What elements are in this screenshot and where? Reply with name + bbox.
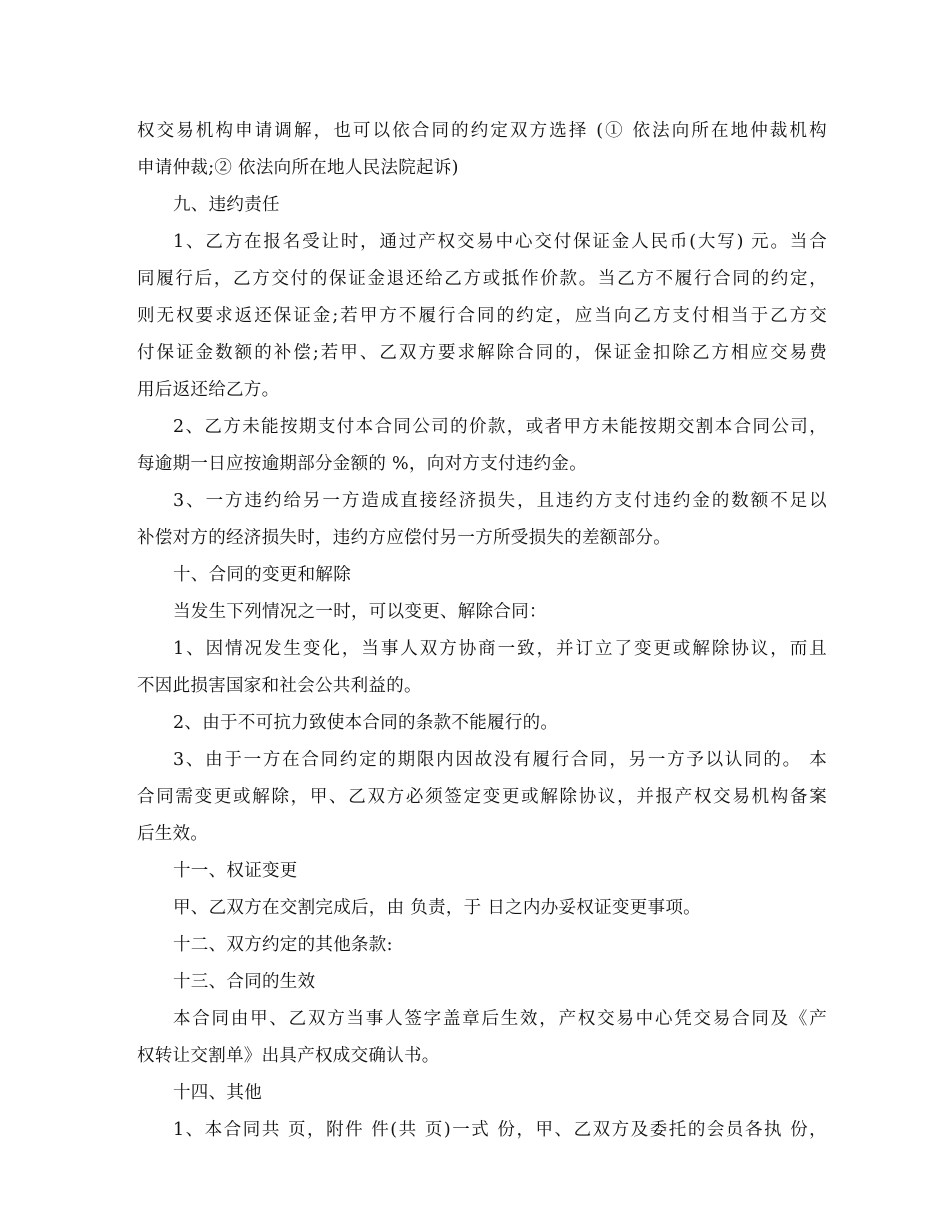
- text-line: 1、因情况发生变化，当事人双方协商一致，并订立了变更或解除协议，而且: [173, 639, 827, 659]
- text-line: 申请仲裁;② 依法向所在地人民法院起诉): [137, 158, 459, 178]
- text-line: 后生效。: [137, 824, 209, 844]
- text-line: 2、由于不可抗力致使本合同的条款不能履行的。: [173, 713, 559, 733]
- text-line: 1、本合同共 页，附件 件(共 页)一式 份，甲、乙双方及委托的会员各执 份，: [173, 1120, 827, 1140]
- text-line: 当发生下列情况之一时，可以变更、解除合同：: [173, 602, 547, 622]
- text-line: 十二、双方约定的其他条款:: [173, 935, 393, 955]
- text-line: 合同需变更或解除，甲、乙双方必须签定变更或解除协议，并报产权交易机构备案: [137, 787, 827, 807]
- text-line: 权转让交割单》出具产权成交确认书。: [137, 1046, 440, 1066]
- text-line: 则无权要求返还保证金;若甲方不履行合同的约定，应当向乙方支付相当于乙方交: [137, 306, 827, 326]
- text-line: 十三、合同的生效: [173, 972, 316, 992]
- text-line: 不因此损害国家和社会公共利益的。: [137, 676, 422, 696]
- document-body: [137, 116, 827, 1152]
- text-line: 3、由于一方在合同约定的期限内因故没有履行合同，另一方予以认同的。 本: [173, 750, 827, 770]
- text-line: 十四、其他: [173, 1083, 262, 1103]
- text-line: 2、乙方未能按期支付本合同公司的价款，或者甲方未能按期交割本合同公司，: [173, 417, 827, 437]
- text-line: 用后返还给乙方。: [137, 380, 280, 400]
- text-line: 同履行后，乙方交付的保证金退还给乙方或抵作价款。当乙方不履行合同的约定，: [137, 269, 827, 289]
- text-line: 3、一方违约给另一方造成直接经济损失，且违约方支付违约金的数额不足以: [173, 491, 827, 511]
- text-line: 权交易机构申请调解，也可以依合同的约定双方选择 (① 依法向所在地仲裁机构: [137, 121, 827, 141]
- text-line: 付保证金数额的补偿;若甲、乙双方要求解除合同的，保证金扣除乙方相应交易费: [137, 343, 827, 363]
- text-line: 本合同由甲、乙双方当事人签字盖章后生效，产权交易中心凭交易合同及《产: [173, 1009, 827, 1029]
- text-line: 补偿对方的经济损失时，违约方应偿付另一方所受损失的差额部分。: [137, 528, 671, 548]
- text-line: 九、违约责任: [173, 195, 280, 215]
- text-line: 甲、乙双方在交割完成后，由 负责，于 日之内办妥权证变更事项。: [173, 898, 701, 918]
- text-line: 十一、权证变更: [173, 861, 298, 881]
- text-line: 每逾期一日应按逾期部分金额的 %，向对方支付违约金。: [137, 454, 587, 474]
- text-line: 1、乙方在报名受让时，通过产权交易中心交付保证金人民币(大写) 元。当合: [173, 232, 827, 252]
- text-line: 十、合同的变更和解除: [173, 565, 351, 585]
